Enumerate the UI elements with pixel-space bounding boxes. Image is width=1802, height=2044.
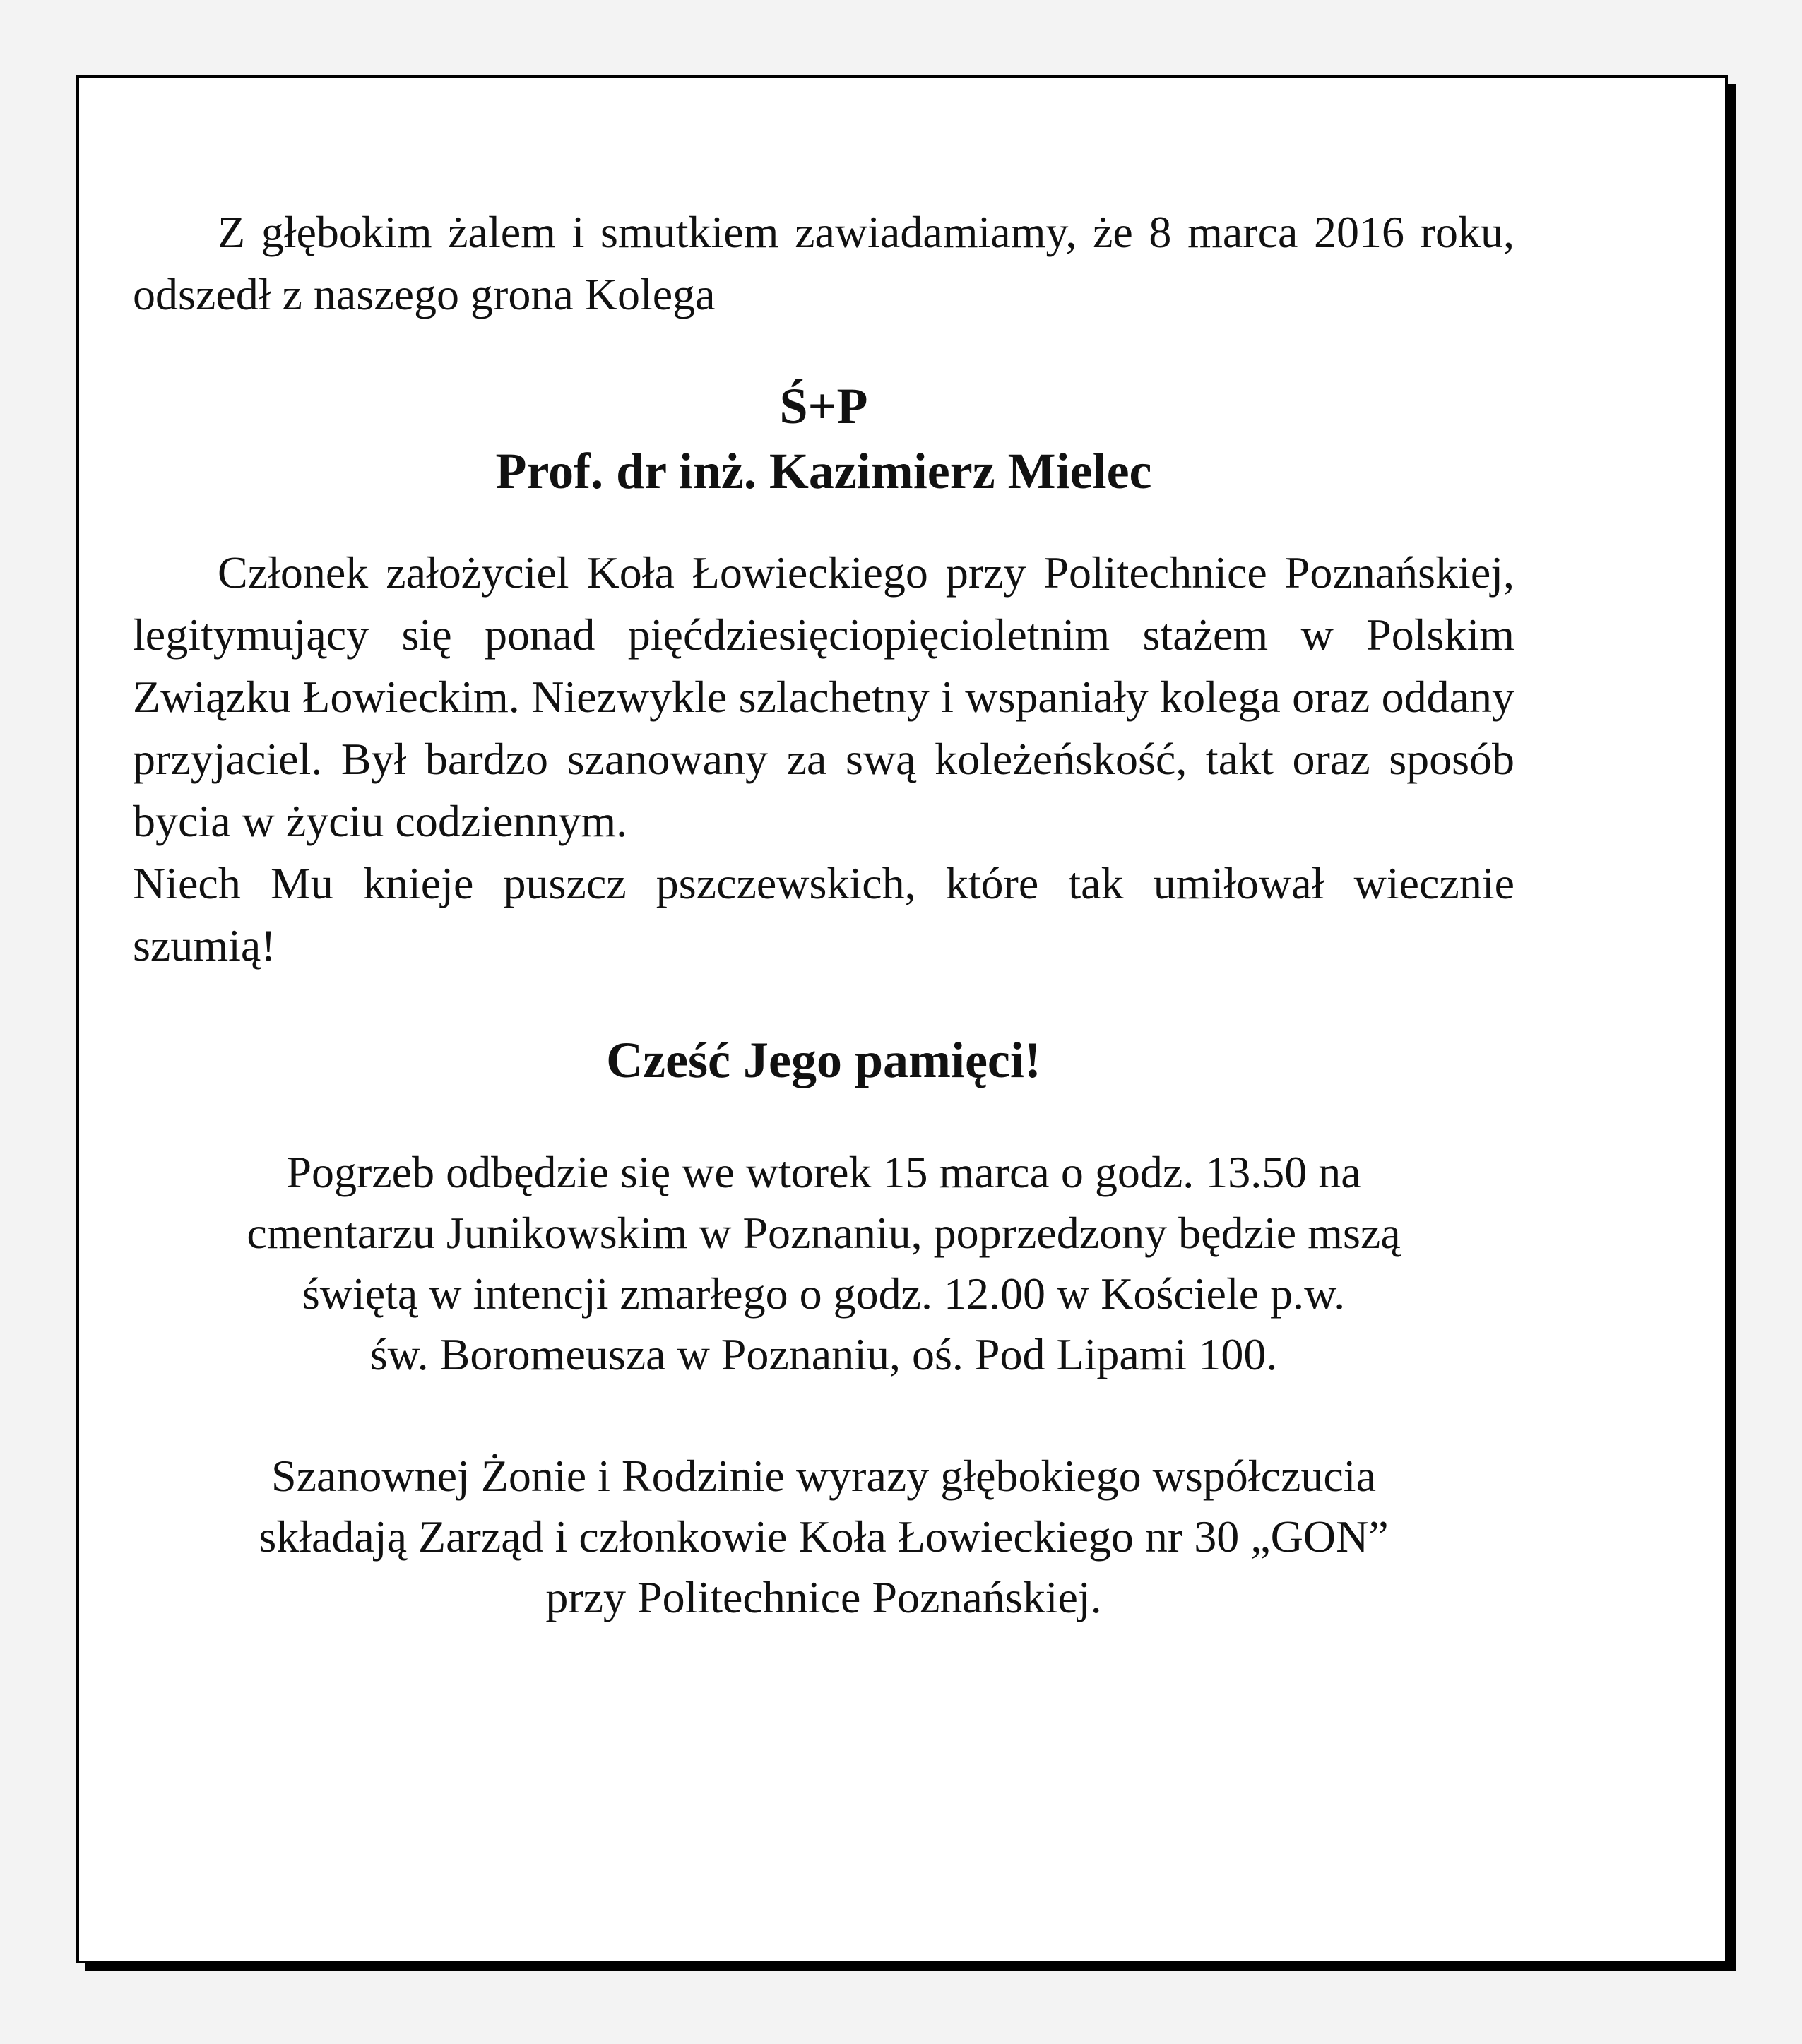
condolence-line: składają Zarząd i członkowie Koła Łowieckiego nr 30 „GON” [259,1511,1389,1562]
funeral-line: świętą w intencji zmarłego o godz. 12.00 w Kościele p.w. [302,1268,1346,1319]
condolence-line: przy Politechnice Poznańskiej. [545,1572,1102,1622]
condolence-info [133,1446,1514,1628]
honor-heading: Cześć Jego pamięci! [606,1032,1041,1088]
deceased-name: Prof. dr inż. Kazimierz Mielec [495,443,1152,499]
obituary-content [133,138,1514,1628]
funeral-line: św. Boromeusza w Poznaniu, oś. Pod Lipami 100. [369,1329,1278,1379]
condolence-line: Szanownej Żonie i Rodzinie wyrazy głębokiego współczucia [271,1451,1376,1501]
funeral-info [133,1142,1514,1385]
bio-paragraph: Członek założyciel Koła Łowieckiego przy Politechnice Poznańskiej, legitymujący się ponad pięćdziesięciopięcioletnim stażem w Polskim Związku Łowieckim. Niezwykle szlachetny i wspaniały kolega oraz oddany przyjaciel. Był bardzo szanowany za swą koleżeńskość, takt oraz sposób bycia w życiu codziennym. [133,547,1514,846]
sp-heading: Ś+P [779,378,868,434]
funeral-line: cmentarzu Junikowskim w Poznaniu, poprzedzony będzie mszą [247,1208,1401,1258]
intro-paragraph: Z głębokim żalem i smutkiem zawiadamiamy, że 8 marca 2016 roku, odszedł z naszego grona Kolega [133,207,1514,319]
wish-paragraph: Niech Mu knieje puszcz pszczewskich, które tak umiłował wiecznie szumią! [133,858,1514,970]
funeral-line: Pogrzeb odbędzie się we wtorek 15 marca o godz. 13.50 na [286,1147,1361,1197]
